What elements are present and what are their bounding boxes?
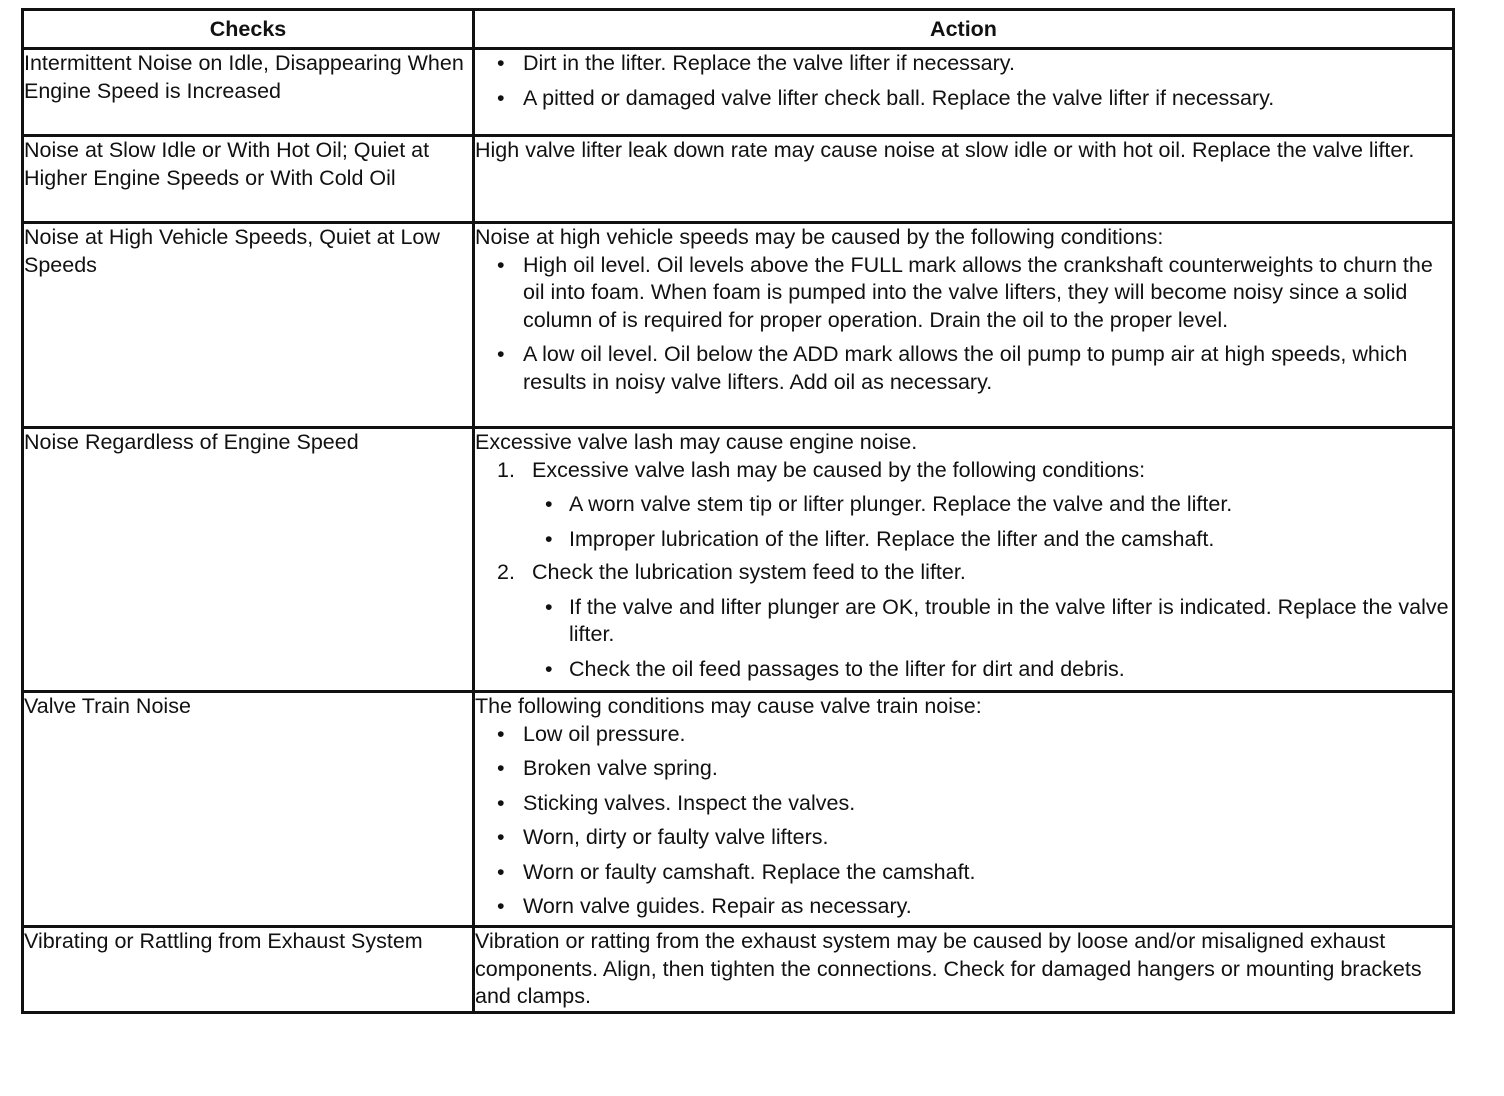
step-text: Excessive valve lash may be caused by the following conditions: — [532, 457, 1146, 482]
action-step — [497, 559, 1452, 683]
step-text: Check the lubrication system feed to the lifter. — [532, 560, 966, 584]
step-bullet-list — [497, 491, 1452, 553]
action-cell — [474, 136, 1454, 223]
action-step — [497, 457, 1452, 554]
step-heading — [497, 559, 1452, 587]
action-bullet: • Worn or faulty camshaft. Replace the camshaft. — [523, 859, 1452, 887]
action-step-list — [475, 457, 1452, 684]
check-cell: Valve Train Noise — [23, 692, 474, 927]
step-heading — [497, 457, 1452, 485]
action-bullet-list — [475, 252, 1452, 397]
action-text: Vibration or ratting from the exhaust system may be caused by loose and/or misaligned exhaust components. Align, then tighten the connections. Check for damaged hangers or mounting brackets and clamps. — [475, 929, 1422, 1008]
action-bullet-list — [475, 721, 1452, 921]
check-cell: Noise at Slow Idle or With Hot Oil; Quiet at Higher Engine Speeds or With Cold Oil — [23, 136, 474, 223]
action-cell — [474, 692, 1454, 927]
action-intro: The following conditions may cause valve train noise: — [475, 694, 982, 718]
action-bullet: • Low oil pressure. — [523, 721, 1452, 749]
check-cell: Noise Regardless of Engine Speed — [23, 428, 474, 692]
header-checks: Checks — [23, 10, 474, 49]
action-bullet-list — [475, 50, 1452, 112]
action-bullet: • A low oil level. Oil below the ADD mark allows the oil pump to pump air at high speeds, which results in noisy valve lifters. Add oil as necessary. — [523, 341, 1452, 396]
diagnostic-table — [21, 8, 1455, 1014]
step-number: 2. — [497, 560, 515, 584]
step-number: 1. — [497, 457, 515, 482]
table-row — [23, 927, 1454, 1013]
action-cell — [474, 223, 1454, 428]
action-intro: Noise at high vehicle speeds may be caused by the following conditions: — [475, 225, 1164, 249]
action-intro: Excessive valve lash may cause engine noise. — [475, 430, 918, 454]
header-row — [23, 10, 1454, 49]
step-bullet: • If the valve and lifter plunger are OK, trouble in the valve lifter is indicated. Replace the valve lifter. — [569, 594, 1452, 649]
action-text: High valve lifter leak down rate may cause noise at slow idle or with hot oil. Replace the valve lifter. — [475, 138, 1415, 162]
action-cell — [474, 927, 1454, 1013]
step-bullet: • A worn valve stem tip or lifter plunger. Replace the valve and the lifter. — [569, 491, 1452, 519]
table-row — [23, 692, 1454, 927]
step-bullet-list — [497, 594, 1452, 684]
table-row — [23, 223, 1454, 428]
action-bullet: • A pitted or damaged valve lifter check ball. Replace the valve lifter if necessary. — [523, 85, 1452, 113]
step-bullet: • Check the oil feed passages to the lifter for dirt and debris. — [569, 656, 1452, 684]
header-action: Action — [474, 10, 1454, 49]
step-bullet: • Improper lubrication of the lifter. Replace the lifter and the camshaft. — [569, 526, 1452, 554]
action-bullet: • Broken valve spring. — [523, 755, 1452, 783]
action-bullet: • High oil level. Oil levels above the FULL mark allows the crankshaft counterweights to churn the oil into foam. When foam is pumped into the valve lifters, they will become noisy since a solid column of is required for proper operation. Drain the oil to the proper level. — [523, 252, 1452, 335]
check-cell: Vibrating or Rattling from Exhaust System — [23, 927, 474, 1013]
table-row — [23, 428, 1454, 692]
table-row — [23, 136, 1454, 223]
table-row — [23, 49, 1454, 136]
action-bullet: • Worn, dirty or faulty valve lifters. — [523, 824, 1452, 852]
check-cell: Intermittent Noise on Idle, Disappearing When Engine Speed is Increased — [23, 49, 474, 136]
action-bullet: • Dirt in the lifter. Replace the valve lifter if necessary. — [523, 50, 1452, 78]
action-cell — [474, 49, 1454, 136]
action-cell — [474, 428, 1454, 692]
action-bullet: • Worn valve guides. Repair as necessary. — [523, 893, 1452, 921]
check-cell: Noise at High Vehicle Speeds, Quiet at Low Speeds — [23, 223, 474, 428]
action-bullet: • Sticking valves. Inspect the valves. — [523, 790, 1452, 818]
